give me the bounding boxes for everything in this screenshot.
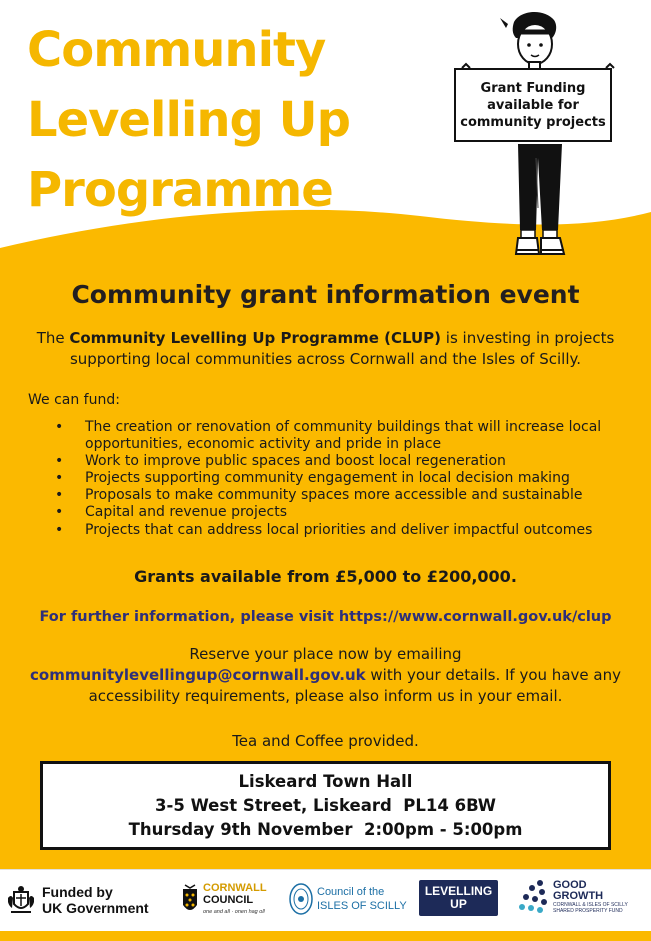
title-line-3: Programme [27, 162, 333, 218]
cornwall-crest-icon [180, 883, 200, 917]
email-link[interactable]: communitylevellingup@cornwall.gov.uk [30, 666, 366, 684]
programme-name: Community Levelling Up Programme (CLUP) [69, 329, 442, 347]
refreshments-note: Tea and Coffee provided. [232, 732, 419, 750]
venue-address: 3-5 West Street, Liskeard PL14 6BW [155, 795, 496, 815]
intro-paragraph [10, 328, 641, 370]
intro-suffix: is investing in projects supporting local communities across Cornwall and the Isles of Scilly. [69, 329, 615, 368]
intro-prefix: The [36, 329, 70, 347]
good-growth-line-3: CORNWALL & ISLES OF SCILLY [553, 902, 628, 908]
good-growth-line-4: SHARED PROSPERITY FUND [553, 908, 623, 914]
bullet: • [55, 487, 64, 503]
uk-government-logo [6, 884, 149, 916]
uk-gov-line-1: Funded by [42, 884, 113, 900]
list-item-text: Proposals to make community spaces more accessible and sustainable [85, 487, 583, 503]
royal-arms-icon [6, 884, 36, 916]
good-growth-line-1: GOOD [553, 879, 587, 891]
isles-of-scilly-council-logo [288, 882, 407, 916]
title-line-1: Community [27, 22, 326, 78]
scilly-crest-icon [288, 882, 314, 916]
levelling-up-logo [419, 880, 498, 916]
list-item [55, 453, 635, 470]
reserve-details: with your details. If you have any accessibility requirements, please also inform us in your email. [88, 666, 621, 705]
good-growth-logo [518, 879, 628, 915]
further-info-link[interactable]: For further information, please visit https://www.cornwall.gov.uk/clup [39, 609, 612, 625]
uk-gov-line-2: UK Government [42, 900, 149, 916]
funding-list [55, 419, 635, 540]
list-item [55, 487, 635, 504]
cornwall-line-2: COUNCIL [203, 894, 254, 906]
scilly-line-1: Council of the [317, 886, 385, 898]
good-growth-dots-icon [518, 879, 550, 915]
levelling-line-2: UP [450, 897, 467, 911]
venue-datetime: Thursday 9th November 2:00pm - 5:00pm [128, 819, 523, 839]
list-item-text: Projects that can address local priorities and deliver impactful outcomes [85, 522, 593, 538]
list-item-text: Capital and revenue projects [85, 504, 287, 520]
sign-text: Grant Funding available for community projects [460, 80, 606, 130]
bottom-yellow-strip [0, 931, 651, 941]
cornwall-council-logo [180, 882, 267, 918]
list-item [55, 504, 635, 521]
bullet: • [55, 504, 64, 520]
grant-funding-sign [454, 68, 612, 142]
reserve-intro: Reserve your place now by emailing [189, 645, 462, 663]
venue-name: Liskeard Town Hall [238, 771, 413, 791]
list-item-text: Projects supporting community engagement in local decision making [85, 470, 570, 486]
list-item [55, 419, 635, 453]
venue-box [40, 761, 611, 850]
scilly-line-2: ISLES OF SCILLY [317, 900, 407, 912]
bullet: • [55, 453, 64, 469]
funding-intro: We can fund: [28, 392, 120, 408]
levelling-line-1: LEVELLING [424, 884, 493, 898]
list-item-text: Work to improve public spaces and boost local regeneration [85, 453, 506, 469]
grants-amount: Grants available from £5,000 to £200,000. [134, 567, 517, 586]
list-item [55, 521, 635, 540]
event-heading: Community grant information event [71, 280, 580, 309]
bullet: • [55, 470, 64, 486]
cornwall-line-1: CORNWALL [203, 882, 267, 894]
reserve-paragraph [10, 644, 641, 707]
list-item-text: The creation or renovation of community buildings that will increase local opportunities, economic activity and pride in place [85, 419, 602, 452]
bullet: • [55, 419, 64, 435]
bullet: • [55, 522, 64, 538]
cornwall-motto: one and all · onen hag oll [203, 909, 265, 915]
funder-logos-bar [0, 869, 651, 932]
good-growth-line-2: GROWTH [553, 890, 604, 902]
title-line-2: Levelling Up [27, 92, 350, 148]
list-item [55, 470, 635, 487]
